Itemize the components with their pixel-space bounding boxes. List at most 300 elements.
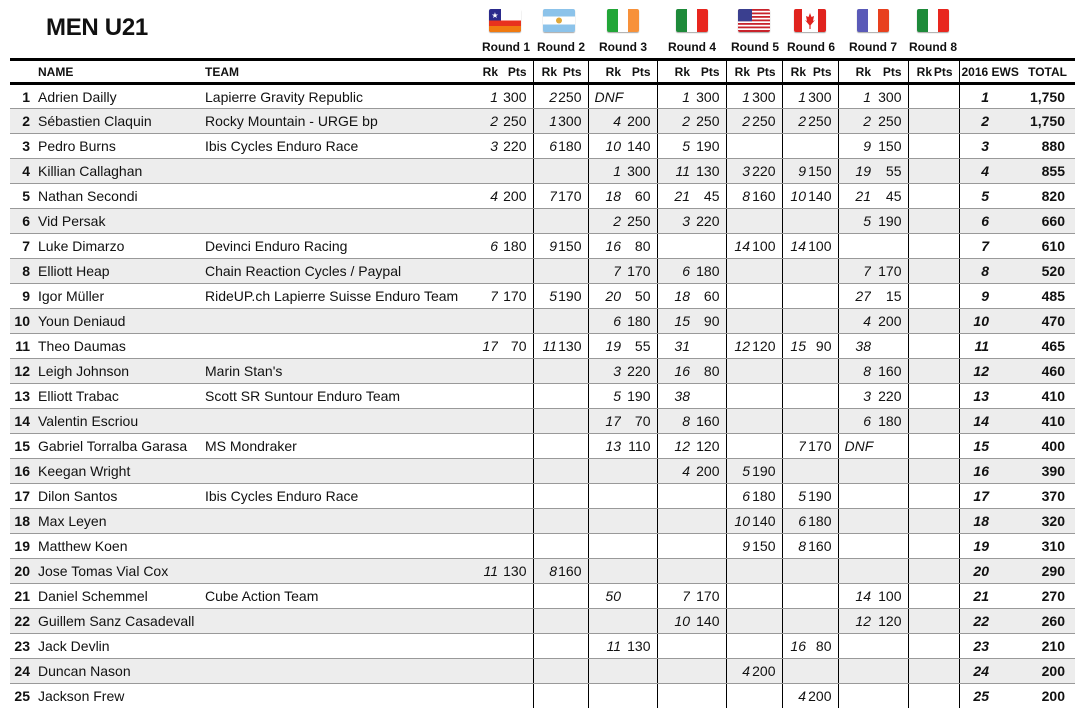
round-points-cell bbox=[621, 509, 657, 534]
round-points-cell bbox=[750, 584, 782, 609]
round-rank-cell: 6 bbox=[657, 259, 690, 284]
position-cell: 1 bbox=[10, 84, 38, 109]
round-rank-cell: 3 bbox=[473, 134, 498, 159]
round-points-cell bbox=[932, 284, 959, 309]
round-points-cell bbox=[557, 684, 588, 708]
round-rank-cell: 14 bbox=[782, 234, 806, 259]
round-rank-cell bbox=[473, 209, 498, 234]
position-cell: 6 bbox=[10, 209, 38, 234]
round-rank-cell: 17 bbox=[473, 334, 498, 359]
round-rank-cell bbox=[908, 109, 932, 134]
round-rank-cell bbox=[533, 459, 557, 484]
round-rank-cell bbox=[838, 234, 871, 259]
round-rank-cell bbox=[908, 659, 932, 684]
round-points-cell bbox=[932, 634, 959, 659]
round-rank-cell bbox=[473, 484, 498, 509]
total-points-cell: 465 bbox=[1019, 334, 1075, 359]
round-rank-cell bbox=[838, 459, 871, 484]
round-rank-cell bbox=[908, 634, 932, 659]
round-rank-cell bbox=[726, 309, 750, 334]
round-rank-cell bbox=[473, 259, 498, 284]
round-points-cell bbox=[806, 584, 838, 609]
round-points-cell: 160 bbox=[806, 534, 838, 559]
round-rank-cell: 12 bbox=[657, 434, 690, 459]
rider-name-cell: Vid Persak bbox=[38, 209, 205, 234]
round-points-cell: 220 bbox=[498, 134, 533, 159]
round-rank-cell: 2 bbox=[533, 84, 557, 109]
rider-name-cell: Youn Deniaud bbox=[38, 309, 205, 334]
round-rank-cell: 8 bbox=[782, 534, 806, 559]
round-points-cell: 130 bbox=[498, 559, 533, 584]
round-points-cell bbox=[932, 184, 959, 209]
rider-name-cell: Igor Müller bbox=[38, 284, 205, 309]
round-points-cell bbox=[871, 459, 908, 484]
round-points-cell bbox=[621, 684, 657, 708]
round-rank-cell bbox=[782, 134, 806, 159]
round-points-cell: 150 bbox=[871, 134, 908, 159]
rider-name-cell: Daniel Schemmel bbox=[38, 584, 205, 609]
rider-name-cell: Pedro Burns bbox=[38, 134, 205, 159]
position-cell: 16 bbox=[10, 459, 38, 484]
round-points-cell: 55 bbox=[621, 334, 657, 359]
total-points-cell: 260 bbox=[1019, 609, 1075, 634]
table-row bbox=[10, 309, 1075, 334]
round-points-cell bbox=[750, 259, 782, 284]
round-points-cell bbox=[690, 509, 726, 534]
round-points-cell bbox=[621, 534, 657, 559]
round-rank-cell: 9 bbox=[838, 134, 871, 159]
round-rank-cell: 6 bbox=[533, 134, 557, 159]
round-points-cell bbox=[621, 584, 657, 609]
round-points-cell: 200 bbox=[750, 659, 782, 684]
round-rank-cell: 6 bbox=[588, 309, 621, 334]
team-cell: Ibis Cycles Enduro Race bbox=[205, 484, 473, 509]
round-points-cell: 180 bbox=[871, 409, 908, 434]
rider-name-cell: Jackson Frew bbox=[38, 684, 205, 708]
total-points-cell: 820 bbox=[1019, 184, 1075, 209]
round-rank-cell: 5 bbox=[588, 384, 621, 409]
position-cell: 14 bbox=[10, 409, 38, 434]
round-rank-cell bbox=[588, 509, 621, 534]
round-rank-cell bbox=[657, 684, 690, 708]
ews-rank-cell: 23 bbox=[959, 634, 1019, 659]
team-cell: Devinci Enduro Racing bbox=[205, 234, 473, 259]
round-points-cell: 160 bbox=[871, 359, 908, 384]
team-cell bbox=[205, 159, 473, 184]
round-points-cell: 300 bbox=[806, 84, 838, 109]
round-points-cell bbox=[750, 359, 782, 384]
round-points-cell bbox=[557, 534, 588, 559]
round-points-cell bbox=[871, 484, 908, 509]
table-row bbox=[10, 684, 1075, 708]
ews-rank-cell: 16 bbox=[959, 459, 1019, 484]
round-label: Round 8 bbox=[909, 40, 957, 54]
table-row bbox=[10, 184, 1075, 209]
round-rank-cell: DNF bbox=[838, 434, 908, 459]
pos-header bbox=[10, 60, 38, 84]
team-cell bbox=[205, 209, 473, 234]
round-rank-cell bbox=[726, 634, 750, 659]
round-rank-cell: 6 bbox=[473, 234, 498, 259]
round-rank-cell: 11 bbox=[588, 634, 621, 659]
round-points-cell bbox=[871, 559, 908, 584]
total-points-cell: 320 bbox=[1019, 509, 1075, 534]
round-points-cell bbox=[557, 309, 588, 334]
round-rank-cell: 14 bbox=[726, 234, 750, 259]
position-cell: 4 bbox=[10, 159, 38, 184]
round-rank-cell bbox=[782, 409, 806, 434]
total-points-cell: 1,750 bbox=[1019, 84, 1075, 109]
round-rank-cell bbox=[726, 259, 750, 284]
ews-rank-cell: 22 bbox=[959, 609, 1019, 634]
round-rank-cell bbox=[533, 159, 557, 184]
ews-rank-cell: 11 bbox=[959, 334, 1019, 359]
round-rank-cell: 31 bbox=[657, 334, 690, 359]
team-cell: Chain Reaction Cycles / Paypal bbox=[205, 259, 473, 284]
team-cell: Lapierre Gravity Republic bbox=[205, 84, 473, 109]
round-points-cell bbox=[498, 209, 533, 234]
round-points-cell: 300 bbox=[621, 159, 657, 184]
table-row bbox=[10, 159, 1075, 184]
round-rank-cell: 13 bbox=[588, 434, 621, 459]
svg-text:★: ★ bbox=[491, 11, 499, 20]
round-points-cell: 250 bbox=[690, 109, 726, 134]
round-points-cell bbox=[498, 484, 533, 509]
team-cell: Rocky Mountain - URGE bp bbox=[205, 109, 473, 134]
round-points-cell: 120 bbox=[690, 434, 726, 459]
round-points-cell bbox=[498, 659, 533, 684]
round-rank-cell bbox=[473, 159, 498, 184]
position-cell: 5 bbox=[10, 184, 38, 209]
round-rank-cell bbox=[657, 634, 690, 659]
round-rank-cell bbox=[726, 559, 750, 584]
round-rank-cell: 11 bbox=[657, 159, 690, 184]
round-rank-cell bbox=[782, 259, 806, 284]
table-row bbox=[10, 559, 1075, 584]
round-points-cell bbox=[690, 684, 726, 708]
round-rank-cell: 18 bbox=[657, 284, 690, 309]
table-row bbox=[10, 134, 1075, 159]
round-points-cell: 250 bbox=[871, 109, 908, 134]
round-rank-cell: 16 bbox=[782, 634, 806, 659]
round-rank-cell bbox=[782, 359, 806, 384]
round-points-cell: 190 bbox=[690, 134, 726, 159]
rider-name-cell: Duncan Nason bbox=[38, 659, 205, 684]
table-row bbox=[10, 634, 1075, 659]
round-rank-cell bbox=[838, 534, 871, 559]
table-row bbox=[10, 84, 1075, 109]
round-rank-cell bbox=[908, 209, 932, 234]
round-rank-cell: 1 bbox=[782, 84, 806, 109]
round-rank-cell: 8 bbox=[657, 409, 690, 434]
rider-name-cell: Elliott Heap bbox=[38, 259, 205, 284]
table-row bbox=[10, 434, 1075, 459]
round-rank-cell bbox=[838, 634, 871, 659]
round-points-cell bbox=[690, 384, 726, 409]
round-rank-cell: 5 bbox=[657, 134, 690, 159]
round-points-cell: 300 bbox=[750, 84, 782, 109]
round-rank-cell: 3 bbox=[838, 384, 871, 409]
round-points-cell bbox=[932, 109, 959, 134]
rider-name-cell: Dilon Santos bbox=[38, 484, 205, 509]
rk-header: Rk bbox=[838, 60, 871, 84]
round-rank-cell: 2 bbox=[657, 109, 690, 134]
round-points-cell bbox=[750, 684, 782, 708]
round-label: Round 1 bbox=[482, 40, 530, 54]
round-rank-cell bbox=[473, 309, 498, 334]
round-points-cell bbox=[621, 559, 657, 584]
round-rank-cell bbox=[588, 534, 621, 559]
round-rank-cell: 5 bbox=[838, 209, 871, 234]
pts-header: Pts bbox=[498, 60, 533, 84]
round-points-cell: 130 bbox=[621, 634, 657, 659]
rk-header: Rk bbox=[473, 60, 498, 84]
ireland-flag-icon bbox=[607, 9, 639, 32]
round-rank-cell bbox=[726, 209, 750, 234]
round-rank-cell bbox=[473, 434, 498, 459]
round-rank-cell: 14 bbox=[838, 584, 871, 609]
round-rank-cell: 10 bbox=[726, 509, 750, 534]
usa-flag-icon bbox=[738, 9, 770, 32]
rider-name-cell: Nathan Secondi bbox=[38, 184, 205, 209]
round-rank-cell bbox=[533, 359, 557, 384]
round-points-cell bbox=[806, 309, 838, 334]
position-cell: 18 bbox=[10, 509, 38, 534]
round-rank-cell: 10 bbox=[657, 609, 690, 634]
round-points-cell bbox=[932, 484, 959, 509]
round-rank-cell bbox=[473, 584, 498, 609]
total-points-cell: 400 bbox=[1019, 434, 1075, 459]
round-points-cell bbox=[750, 309, 782, 334]
round-rank-cell bbox=[908, 309, 932, 334]
table-row bbox=[10, 459, 1075, 484]
position-cell: 19 bbox=[10, 534, 38, 559]
round-label: Round 2 bbox=[537, 40, 585, 54]
rider-name-cell: Gabriel Torralba Garasa bbox=[38, 434, 205, 459]
name-header: NAME bbox=[38, 60, 205, 84]
round-rank-cell bbox=[782, 309, 806, 334]
canada-flag-icon bbox=[794, 9, 826, 32]
round-rank-cell: 6 bbox=[838, 409, 871, 434]
round-points-cell bbox=[750, 609, 782, 634]
round-rank-cell: 2 bbox=[726, 109, 750, 134]
round-points-cell bbox=[806, 409, 838, 434]
round-rank-cell: 50 bbox=[588, 584, 621, 609]
round-points-cell bbox=[806, 459, 838, 484]
round-rank-cell: 6 bbox=[782, 509, 806, 534]
round-points-cell: 60 bbox=[690, 284, 726, 309]
ews-rank-cell: 25 bbox=[959, 684, 1019, 708]
total-points-cell: 310 bbox=[1019, 534, 1075, 559]
round-points-cell bbox=[557, 509, 588, 534]
round-points-cell bbox=[750, 134, 782, 159]
round-rank-cell: 1 bbox=[838, 84, 871, 109]
round-points-cell bbox=[557, 484, 588, 509]
round-points-cell: 170 bbox=[806, 434, 838, 459]
round-points-cell bbox=[932, 84, 959, 109]
ews-rank-cell: 19 bbox=[959, 534, 1019, 559]
round-rank-cell: 15 bbox=[782, 334, 806, 359]
total-points-cell: 270 bbox=[1019, 584, 1075, 609]
round-points-cell: 220 bbox=[690, 209, 726, 234]
round-points-cell bbox=[498, 609, 533, 634]
round-rank-cell bbox=[533, 409, 557, 434]
round-points-cell bbox=[621, 459, 657, 484]
round-rank-cell: 12 bbox=[838, 609, 871, 634]
round-rank-cell: 17 bbox=[588, 409, 621, 434]
round-points-cell bbox=[932, 684, 959, 708]
round-points-cell bbox=[932, 209, 959, 234]
table-row bbox=[10, 234, 1075, 259]
round-points-cell: 120 bbox=[871, 609, 908, 634]
round-points-cell: 170 bbox=[557, 184, 588, 209]
round-points-cell bbox=[690, 634, 726, 659]
round-rank-cell: 7 bbox=[657, 584, 690, 609]
table-row bbox=[10, 534, 1075, 559]
round-rank-cell: 4 bbox=[657, 459, 690, 484]
ews-rank-cell: 21 bbox=[959, 584, 1019, 609]
round-points-cell bbox=[498, 684, 533, 708]
round-rank-cell bbox=[726, 409, 750, 434]
round-rank-cell: 5 bbox=[782, 484, 806, 509]
round-points-cell: 300 bbox=[498, 84, 533, 109]
rider-name-cell: Leigh Johnson bbox=[38, 359, 205, 384]
round-points-cell: 180 bbox=[750, 484, 782, 509]
round-rank-cell bbox=[588, 459, 621, 484]
round-points-cell bbox=[932, 159, 959, 184]
round-rank-cell bbox=[908, 234, 932, 259]
round-rank-cell bbox=[908, 384, 932, 409]
total-points-cell: 200 bbox=[1019, 684, 1075, 708]
team-cell bbox=[205, 559, 473, 584]
round-rank-cell bbox=[782, 384, 806, 409]
rider-name-cell: Matthew Koen bbox=[38, 534, 205, 559]
round-points-cell bbox=[750, 284, 782, 309]
round-points-cell: 150 bbox=[750, 534, 782, 559]
round-label: Round 3 bbox=[599, 40, 647, 54]
table-row bbox=[10, 334, 1075, 359]
team-cell: Marin Stan's bbox=[205, 359, 473, 384]
round-rank-cell: 4 bbox=[473, 184, 498, 209]
round-points-cell: 220 bbox=[871, 384, 908, 409]
round-points-cell bbox=[871, 334, 908, 359]
round-points-cell bbox=[557, 459, 588, 484]
round-points-cell bbox=[806, 659, 838, 684]
table-row bbox=[10, 209, 1075, 234]
round-rank-cell: 5 bbox=[533, 284, 557, 309]
round-points-cell: 100 bbox=[871, 584, 908, 609]
round-points-cell bbox=[750, 209, 782, 234]
round-rank-cell bbox=[908, 359, 932, 384]
round-rank-cell: 38 bbox=[838, 334, 871, 359]
round-points-cell: 90 bbox=[690, 309, 726, 334]
total-points-cell: 460 bbox=[1019, 359, 1075, 384]
round-points-cell: 130 bbox=[557, 334, 588, 359]
round-rank-cell bbox=[588, 559, 621, 584]
round-points-cell bbox=[498, 509, 533, 534]
round-rank-cell: 7 bbox=[782, 434, 806, 459]
rider-name-cell: Jack Devlin bbox=[38, 634, 205, 659]
rider-name-cell: Adrien Dailly bbox=[38, 84, 205, 109]
round-rank-cell bbox=[533, 634, 557, 659]
rk-header: Rk bbox=[657, 60, 690, 84]
round-points-cell bbox=[806, 134, 838, 159]
round-points-cell: 110 bbox=[621, 434, 657, 459]
italy-flag-icon bbox=[917, 9, 949, 32]
round-points-cell bbox=[557, 584, 588, 609]
round-points-cell bbox=[806, 559, 838, 584]
round-points-cell bbox=[932, 309, 959, 334]
round-rank-cell bbox=[588, 684, 621, 708]
round-label: Round 6 bbox=[787, 40, 835, 54]
round-rank-cell bbox=[473, 409, 498, 434]
table-row bbox=[10, 384, 1075, 409]
round-label: Round 5 bbox=[731, 40, 779, 54]
round-rank-cell bbox=[726, 684, 750, 708]
pts-header: Pts bbox=[750, 60, 782, 84]
round-rank-cell bbox=[908, 159, 932, 184]
total-points-cell: 470 bbox=[1019, 309, 1075, 334]
team-cell bbox=[205, 409, 473, 434]
round-points-cell: 200 bbox=[806, 684, 838, 708]
round-points-cell bbox=[690, 484, 726, 509]
standings-table bbox=[10, 58, 1075, 708]
round-points-cell bbox=[806, 209, 838, 234]
rider-name-cell: Theo Daumas bbox=[38, 334, 205, 359]
round-points-cell bbox=[871, 534, 908, 559]
round-points-cell bbox=[871, 634, 908, 659]
team-cell bbox=[205, 534, 473, 559]
total-points-cell: 200 bbox=[1019, 659, 1075, 684]
round-rank-cell bbox=[908, 609, 932, 634]
round-points-cell bbox=[932, 659, 959, 684]
round-points-cell: 190 bbox=[871, 209, 908, 234]
team-cell: Cube Action Team bbox=[205, 584, 473, 609]
table-row bbox=[10, 584, 1075, 609]
round-rank-cell bbox=[473, 384, 498, 409]
round-rank-cell: 2 bbox=[838, 109, 871, 134]
round-points-cell: 170 bbox=[690, 584, 726, 609]
round-label: Round 4 bbox=[668, 40, 716, 54]
position-cell: 25 bbox=[10, 684, 38, 708]
header-row bbox=[10, 60, 1075, 84]
ews-rank-cell: 7 bbox=[959, 234, 1019, 259]
round-points-cell: 300 bbox=[557, 109, 588, 134]
round-rank-cell bbox=[533, 434, 557, 459]
round-rank-cell: 7 bbox=[533, 184, 557, 209]
team-cell: Scott SR Suntour Enduro Team bbox=[205, 384, 473, 409]
round-rank-cell bbox=[908, 484, 932, 509]
round-points-cell bbox=[932, 559, 959, 584]
round-rank-cell: 6 bbox=[726, 484, 750, 509]
ews-rank-cell: 8 bbox=[959, 259, 1019, 284]
round-points-cell bbox=[871, 509, 908, 534]
round-points-cell: 140 bbox=[690, 609, 726, 634]
round-points-cell bbox=[498, 159, 533, 184]
round-rank-cell bbox=[726, 134, 750, 159]
table-row bbox=[10, 409, 1075, 434]
round-points-cell: 140 bbox=[806, 184, 838, 209]
round-rank-cell bbox=[782, 584, 806, 609]
round-points-cell: 170 bbox=[498, 284, 533, 309]
round-points-cell bbox=[690, 534, 726, 559]
round-points-cell bbox=[557, 634, 588, 659]
table-row bbox=[10, 259, 1075, 284]
total-points-cell: 880 bbox=[1019, 134, 1075, 159]
team-cell bbox=[205, 509, 473, 534]
round-points-cell: 160 bbox=[690, 409, 726, 434]
round-points-cell bbox=[557, 384, 588, 409]
